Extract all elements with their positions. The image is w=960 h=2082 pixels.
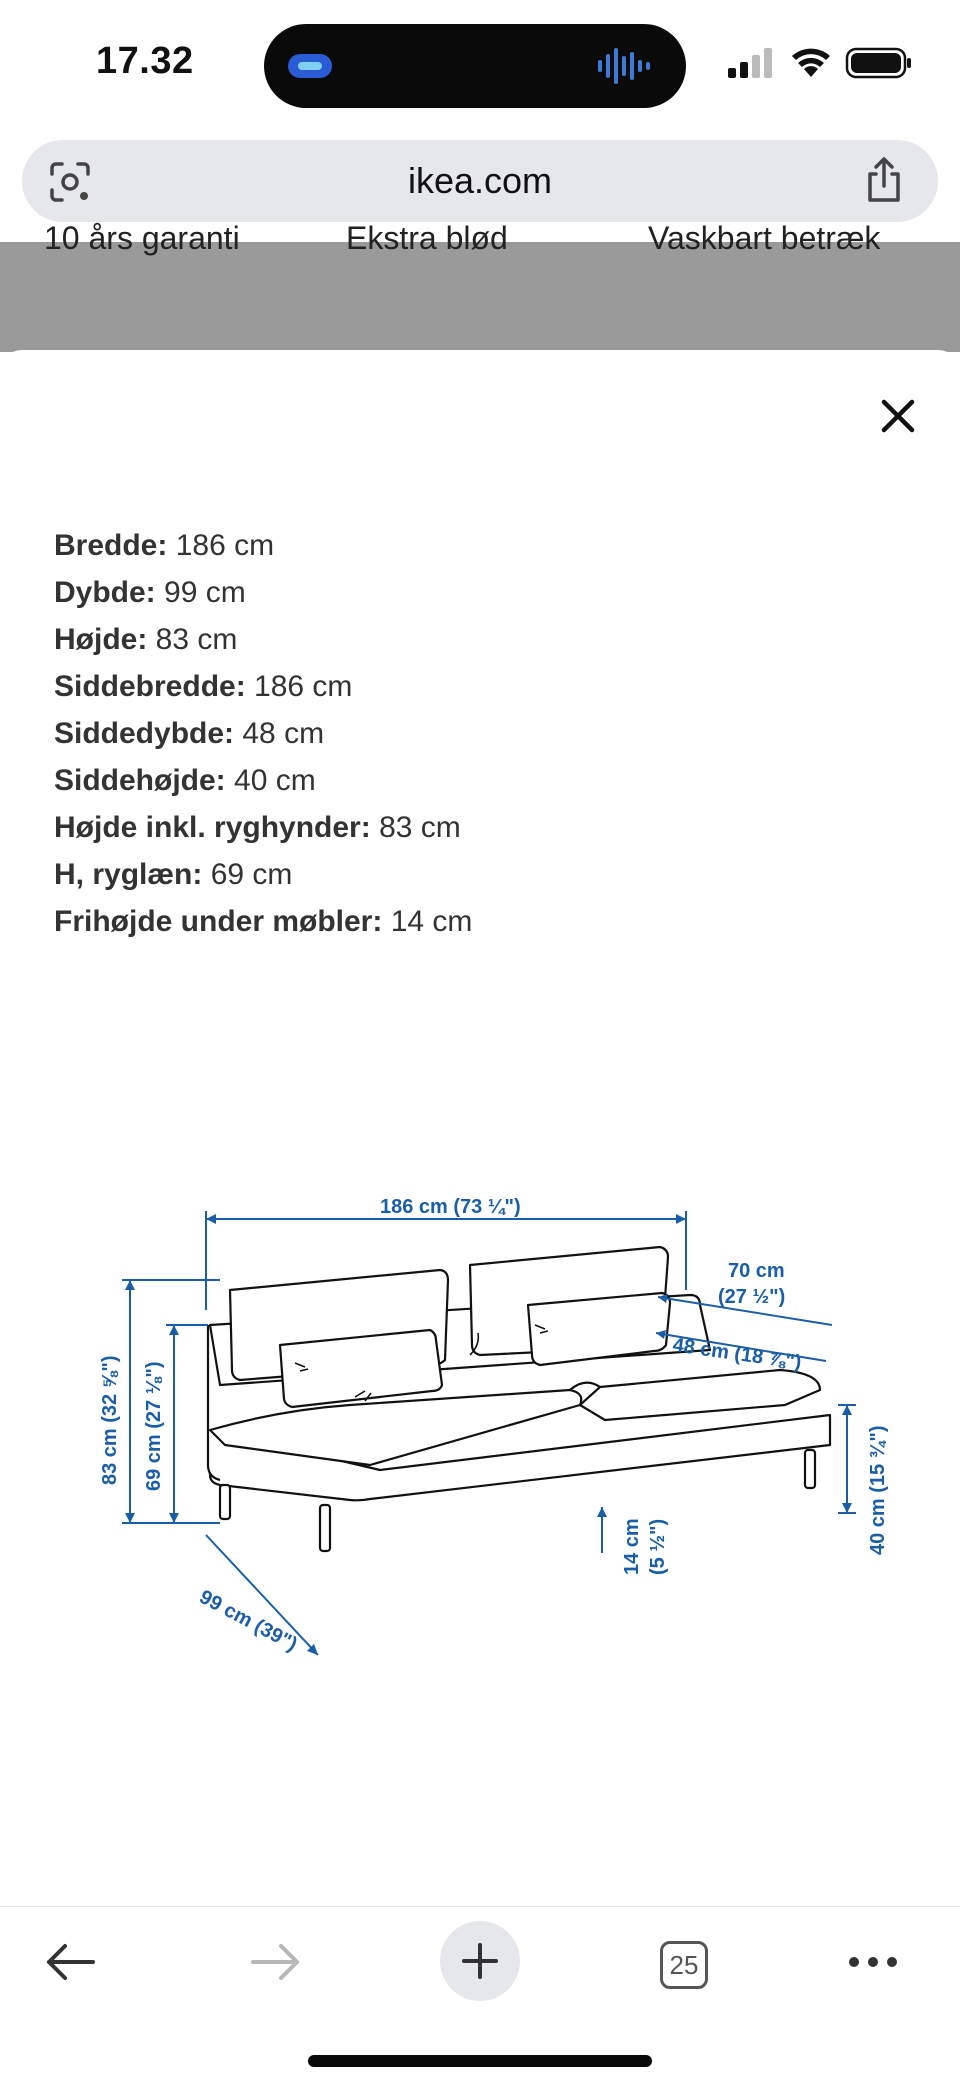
forward-button[interactable] [230,1927,320,1997]
depth-label: 99 cm (39") [195,1585,301,1656]
live-activity-icon [288,54,332,78]
back-height-label: 69 cm (27 ⅛") [143,1361,165,1491]
url-text[interactable]: ikea.com [407,160,553,201]
status-bar [0,0,960,130]
dimension-row: Siddebredde: 186 cm [54,670,353,703]
width-label: 186 cm (73 ¼") [380,1196,521,1218]
new-tab-button[interactable] [440,1921,520,2001]
dimension-row: Bredde: 186 cm [54,529,275,562]
feature-extra-soft: Ekstra blød [346,220,508,256]
address-bar[interactable] [22,140,938,222]
height-label: 83 cm (32 ⅝") [99,1355,121,1485]
tabs-button[interactable]: 25 [660,1941,708,1989]
dimension-row: H, ryglæn: 69 cm [54,858,293,891]
dynamic-island [264,24,686,108]
home-indicator [308,2055,652,2067]
forward-arrow-icon [249,1942,301,1982]
back-button[interactable] [26,1927,116,1997]
plus-icon [460,1941,500,1981]
status-icons [728,46,912,80]
background-page-overlay[interactable] [0,220,960,352]
feature-washable-cover: Vaskbart betræk [648,220,881,256]
dimension-row: Siddedybde: 48 cm [54,717,325,750]
seat-depth-label: 48 cm (18 ⅞") [671,1334,803,1374]
clearance-inch: (5 ½") [647,1518,669,1575]
feature-guarantee: 10 års garanti [44,220,240,256]
dimension-row: Højde inkl. ryghynder: 83 cm [54,811,461,844]
more-button[interactable] [828,1927,918,1997]
dimension-row: Frihøjde under møbler: 14 cm [54,905,473,938]
sofa-outline [208,1247,830,1500]
back-arrow-icon [45,1942,97,1982]
share-icon[interactable] [862,156,906,204]
battery-icon [846,47,912,79]
dimension-row: Siddehøjde: 40 cm [54,764,316,797]
dimension-row: Højde: 83 cm [54,623,238,656]
cellular-signal-icon [728,48,776,78]
status-time: 17.32 [96,40,194,82]
close-icon[interactable] [872,390,924,442]
wifi-icon [790,47,832,79]
more-dots-icon [847,1955,899,1969]
dimension-row: Dybde: 99 cm [54,576,246,609]
dimensions-list [54,522,914,945]
audio-wave-icon [594,46,654,86]
seat-height-label: 40 cm (15 ¾") [867,1425,889,1555]
seat-depth-outer-inch: (27 ½") [718,1286,786,1308]
browser-toolbar [0,1906,960,2082]
sofa-dimension-diagram [50,1165,930,1685]
clearance-label: 14 cm [621,1518,643,1575]
seat-depth-outer-label: 70 cm [728,1260,785,1282]
